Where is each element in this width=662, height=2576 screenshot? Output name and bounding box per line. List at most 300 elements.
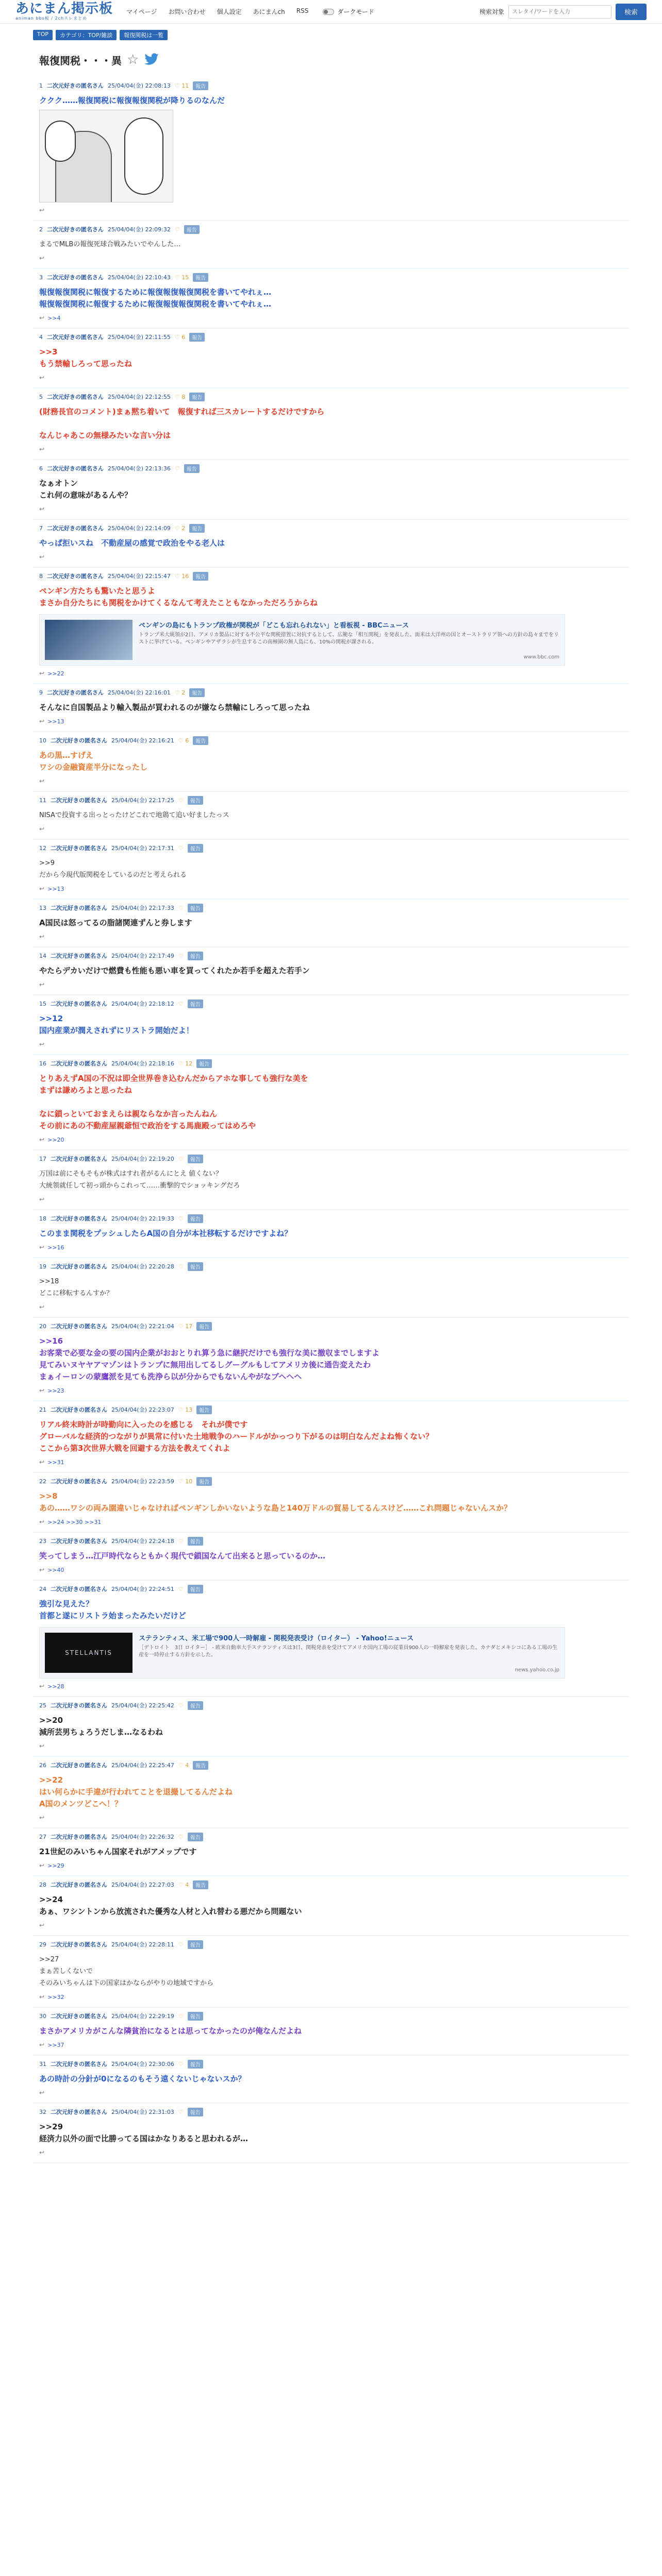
reply-links [39, 1683, 623, 1690]
heart-icon[interactable]: ♡ [178, 1215, 184, 1222]
like-count-value: 11 [181, 82, 189, 89]
poster-name: 二次元好きの匿名さん [47, 465, 104, 472]
link-desc: トランプ米大統領が2日、アメリカ製品に対する不公平な関税措置に対抗するとして、広範な「相互関税」を発表した。面米は大洋州の国とオーストラリア領への方針の島々までをリストに挙げている。ペンギンやアザラシが生息するこの南極圏の無人島にも、10%の関税が課される。 [139, 632, 559, 645]
report-button[interactable]: 報告 [193, 81, 208, 90]
link-preview-card[interactable] [39, 1627, 565, 1679]
breadcrumb [0, 24, 662, 40]
report-button[interactable]: 報告 [188, 1940, 203, 1949]
reply-icon[interactable]: ↩ [39, 1814, 45, 1821]
post-date: 25/04/04(金) 22:24:18 [111, 1538, 174, 1545]
post-image[interactable] [39, 110, 173, 202]
report-button[interactable]: 報告 [188, 1155, 203, 1163]
reply-icon[interactable]: ↩ [39, 1244, 45, 1251]
like-count[interactable] [175, 525, 185, 532]
post-header [39, 571, 623, 581]
reply-icon[interactable]: ↩ [39, 1518, 45, 1526]
logo-text: あにまん掲示板 [15, 1, 113, 16]
post-body: >>27 まぁ苦しくないで そのみいちゃんは下の国家はかならがやりの地域ですから [39, 1956, 214, 1987]
post-number[interactable]: 2 [39, 226, 43, 233]
post-header [39, 392, 623, 402]
post-number[interactable]: 5 [39, 393, 43, 400]
post-body: 笑ってしまう…江戸時代ならともかく現代で鎖国なんて出来ると思っているのか… [39, 1551, 326, 1561]
post-number[interactable]: 9 [39, 689, 43, 696]
reply-icon[interactable]: ↩ [39, 553, 45, 561]
post-number[interactable]: 23 [39, 1537, 46, 1545]
reply-icon[interactable]: ↩ [39, 1922, 45, 1929]
post-header [39, 224, 623, 234]
report-button[interactable]: 報告 [188, 2108, 203, 2116]
like-count[interactable] [178, 1001, 184, 1007]
reply-anchor[interactable]: >>31 [47, 1459, 64, 1466]
heart-icon[interactable]: ♡ [178, 796, 184, 804]
post-number[interactable]: 11 [39, 796, 46, 804]
poster-name: 二次元好きの匿名さん [51, 845, 107, 852]
heart-icon[interactable]: ♡ [174, 465, 180, 472]
post-number[interactable]: 31 [39, 2060, 46, 2067]
reply-icon[interactable]: ↩ [39, 670, 45, 677]
post-number[interactable]: 3 [39, 274, 43, 281]
post-number[interactable]: 25 [39, 1702, 46, 1709]
like-count[interactable] [178, 1478, 192, 1485]
heart-icon[interactable]: ♡ [178, 1000, 184, 1007]
poster-name: 二次元好きの匿名さん [47, 274, 104, 281]
report-button[interactable]: 報告 [189, 688, 205, 697]
post [33, 792, 629, 840]
reply-icon[interactable]: ↩ [39, 718, 45, 725]
post [33, 2056, 629, 2104]
reply-anchor[interactable]: >>37 [47, 2041, 64, 2048]
reply-icon[interactable]: ↩ [39, 505, 45, 513]
post-number[interactable]: 7 [39, 524, 43, 532]
post-number[interactable]: 17 [39, 1155, 46, 1162]
poster-name: 二次元好きの匿名さん [51, 1215, 107, 1222]
poster-name: 二次元好きの匿名さん [51, 1834, 107, 1840]
like-count[interactable] [178, 737, 189, 744]
poster-name: 二次元好きの匿名さん [51, 1323, 107, 1330]
heart-icon[interactable]: ♡ [178, 1941, 184, 1948]
post-number[interactable]: 26 [39, 1761, 46, 1769]
report-button[interactable]: 報告 [184, 464, 200, 473]
heart-icon[interactable]: ♡ [178, 952, 184, 959]
report-button[interactable]: 報告 [188, 904, 203, 912]
reply-icon[interactable]: ↩ [39, 2149, 45, 2156]
reply-links [39, 2089, 623, 2096]
reply-icon[interactable]: ↩ [39, 207, 45, 214]
breadcrumb-item[interactable]: カテゴリ：TOP/雑談 [56, 30, 117, 40]
post [33, 1210, 629, 1258]
like-count[interactable] [175, 274, 189, 281]
poster-name: 二次元好きの匿名さん [51, 1882, 107, 1888]
post-body: >>3 もう禁輸しろって思ったね [39, 347, 133, 368]
post-number[interactable]: 19 [39, 1263, 46, 1270]
post-number[interactable]: 10 [39, 737, 46, 744]
post-header [39, 332, 623, 342]
like-count[interactable] [178, 845, 184, 852]
like-count[interactable] [178, 1263, 184, 1270]
toggle-switch-icon[interactable] [323, 9, 334, 15]
like-count[interactable] [178, 2013, 184, 2020]
post [33, 1697, 629, 1757]
poster-name: 二次元好きの匿名さん [51, 737, 107, 744]
heart-icon[interactable]: ♡ [178, 1537, 184, 1545]
post-number[interactable]: 15 [39, 1000, 46, 1007]
post-header [39, 1832, 623, 1842]
report-button[interactable]: 報告 [193, 1761, 208, 1770]
heart-icon[interactable]: ♡ [174, 393, 182, 400]
post-date: 25/04/04(金) 22:13:36 [108, 465, 171, 472]
reply-links [39, 1136, 623, 1143]
heart-icon[interactable]: ♡ [178, 1155, 184, 1162]
search-input[interactable] [508, 5, 611, 19]
like-count[interactable] [178, 953, 184, 959]
like-count-value: 13 [185, 1406, 193, 1413]
link-domain: news.yahoo.co.jp [515, 1667, 559, 1673]
reply-anchor[interactable]: >>20 [47, 1136, 64, 1143]
like-count-value: 2 [181, 689, 186, 696]
reply-icon[interactable]: ↩ [39, 255, 45, 262]
like-count[interactable] [175, 394, 185, 400]
reply-links [39, 1742, 623, 1750]
reply-links [39, 207, 623, 214]
reply-icon[interactable]: ↩ [39, 314, 45, 321]
post-number[interactable]: 18 [39, 1215, 46, 1222]
post-body: >>29 経済力以外の面で比勝ってる国はかなりあると思われるが… [39, 2122, 249, 2143]
reply-anchor[interactable]: >>13 [47, 885, 64, 892]
post [33, 388, 629, 460]
post-body: やっぱ拒いスね 不動産屋の感覚で政治をやる老人は [39, 538, 225, 548]
post-date: 25/04/04(金) 22:23:07 [111, 1406, 174, 1413]
report-button[interactable]: 報告 [193, 273, 208, 282]
like-count[interactable] [178, 2061, 184, 2067]
report-button[interactable]: 報告 [188, 2012, 203, 2021]
post-date: 25/04/04(金) 22:15:47 [108, 573, 171, 580]
report-button[interactable]: 報告 [188, 796, 203, 805]
report-button[interactable]: 報告 [188, 844, 203, 853]
heart-icon[interactable]: ♡ [178, 1761, 186, 1769]
heart-icon[interactable]: ♡ [178, 1406, 186, 1413]
post-number[interactable]: 27 [39, 1833, 46, 1840]
post-number[interactable]: 6 [39, 465, 43, 472]
reply-icon[interactable]: ↩ [39, 446, 45, 453]
post-number[interactable]: 30 [39, 2012, 46, 2020]
post-header [39, 998, 623, 1009]
heart-icon[interactable]: ♡ [174, 689, 182, 696]
post-number[interactable]: 29 [39, 1941, 46, 1948]
like-count[interactable] [175, 226, 180, 233]
link-thumbnail: STELLANTIS [45, 1633, 133, 1673]
report-button[interactable]: 報告 [184, 225, 200, 234]
breadcrumb-item[interactable]: 報復関税は一覧 [120, 30, 168, 40]
link-meta [139, 1633, 559, 1673]
link-preview-card[interactable] [39, 614, 565, 666]
reply-anchor[interactable]: >>24 >>30 >>31 [47, 1518, 102, 1526]
post-body: なぁオトン これ何の意味があるんや？ [39, 479, 133, 500]
nav-link-4[interactable]: RSS [296, 7, 309, 14]
reply-icon[interactable]: ↩ [39, 374, 45, 381]
reply-icon[interactable]: ↩ [39, 1041, 45, 1048]
search-button[interactable]: 検索 [616, 4, 647, 20]
heart-icon[interactable]: ♡ [178, 2108, 184, 2115]
post-number[interactable]: 12 [39, 844, 46, 852]
post-body: あの黒…すげえ ワシの金融資産半分になったし [39, 751, 148, 772]
post-body: まさかアメリカがこんな隣貧治になるとは思ってなかったのが俺なんだよね [39, 2026, 302, 2036]
logo-subtext: animan bbs板 / 2chスレまとめ [15, 16, 88, 21]
report-button[interactable]: 報告 [193, 572, 208, 581]
like-count-value: 4 [185, 1761, 189, 1769]
like-count-value: 4 [185, 1881, 189, 1888]
heart-icon[interactable]: ♡ [174, 333, 182, 341]
post-date: 25/04/04(金) 22:08:13 [108, 82, 171, 89]
post [33, 732, 629, 792]
report-button[interactable]: 報告 [188, 999, 203, 1008]
report-button[interactable]: 報告 [193, 1880, 208, 1889]
like-count[interactable] [178, 1762, 189, 1769]
post-number[interactable]: 28 [39, 1881, 46, 1888]
heart-icon[interactable]: ♡ [174, 82, 182, 89]
post-header [39, 2011, 623, 2021]
like-count[interactable] [175, 82, 189, 89]
reply-links [39, 255, 623, 262]
reply-links [39, 553, 623, 561]
like-count[interactable] [178, 2109, 184, 2115]
post-number[interactable]: 20 [39, 1323, 46, 1330]
reply-icon[interactable]: ↩ [39, 1683, 45, 1690]
post-number[interactable]: 8 [39, 572, 43, 580]
like-count[interactable] [175, 689, 185, 696]
report-button[interactable]: 報告 [189, 333, 205, 342]
like-count[interactable] [175, 334, 185, 341]
post-number[interactable]: 24 [39, 1585, 46, 1592]
reply-links [39, 1862, 623, 1869]
reply-anchor[interactable]: >>22 [47, 670, 64, 677]
post-date: 25/04/04(金) 22:16:01 [108, 689, 171, 696]
post-body: とりあえずA国の不況は即全世界巻き込むんだからアホな事しても強行な美を まずは謙めろよと思ったね なに鎖っといておまえらは親ならなか言ったんねん その前にあの不動産屋親爺恒で政治をする馬鹿殿ってはめろや [39, 1074, 308, 1130]
post-body: >>12 国内産業が潤えされずにリストラ開始だよ！ [39, 1014, 194, 1035]
link-title: ステランティス、米工場で900人一時解雇 - 関税発表受け（ロイター） - Yahoo!ニュース [139, 1635, 414, 1642]
post-date: 25/04/04(金) 22:24:51 [111, 1586, 174, 1592]
report-button[interactable]: 報告 [196, 1477, 212, 1486]
post [33, 2104, 629, 2163]
heart-icon[interactable]: ♡ [178, 1702, 184, 1709]
reply-icon[interactable]: ↩ [39, 1459, 45, 1466]
post-date: 25/04/04(金) 22:17:49 [111, 953, 174, 959]
like-count-value: 16 [181, 572, 189, 580]
heart-icon[interactable]: ♡ [178, 2012, 184, 2020]
breadcrumb-item[interactable]: TOP [33, 30, 53, 40]
link-thumbnail [45, 620, 133, 660]
like-count-value: 10 [185, 1478, 193, 1485]
reply-icon[interactable]: ↩ [39, 2089, 45, 2096]
post-header [39, 1536, 623, 1546]
report-button[interactable]: 報告 [188, 1585, 203, 1594]
reply-anchor[interactable]: >>32 [47, 1993, 64, 2001]
site-logo[interactable] [15, 2, 113, 21]
search-area [479, 4, 647, 20]
post-date: 25/04/04(金) 22:25:42 [111, 1702, 174, 1709]
post-date: 25/04/04(金) 22:14:09 [108, 525, 171, 532]
like-count[interactable] [178, 1882, 189, 1888]
like-count[interactable] [178, 1406, 192, 1413]
like-count[interactable] [178, 1586, 184, 1592]
like-count[interactable] [178, 905, 184, 911]
like-count[interactable] [175, 465, 180, 472]
post-number[interactable]: 32 [39, 2108, 46, 2115]
reply-icon[interactable]: ↩ [39, 1993, 45, 2001]
reply-icon[interactable]: ↩ [39, 825, 45, 833]
post-body: このまま関税をプッシュしたらA国の自分が本社移転するだけですよね？ [39, 1229, 292, 1238]
post-number[interactable]: 22 [39, 1478, 46, 1485]
post-body: 報復報復関税に報復するために報復報復報復関税を書いてやれぇ… 報復報復関税に報復するために報復報復報復関税を書いてやれぇ… [39, 287, 272, 309]
poster-name: 二次元好きの匿名さん [51, 953, 107, 959]
heart-icon[interactable]: ♡ [174, 274, 182, 281]
reply-anchor[interactable]: >>23 [47, 1387, 64, 1394]
heart-icon[interactable]: ♡ [178, 1323, 186, 1330]
report-button[interactable]: 報告 [188, 1701, 203, 1710]
reply-icon[interactable]: ↩ [39, 1196, 45, 1203]
post [33, 1757, 629, 1828]
poster-name: 二次元好きの匿名さん [51, 1001, 107, 1007]
thread-title-row [0, 40, 662, 71]
reply-anchor[interactable]: >>29 [47, 1862, 64, 1869]
like-count[interactable] [178, 1215, 184, 1222]
post-header [39, 1700, 623, 1710]
report-button[interactable]: 報告 [188, 952, 203, 960]
post-number[interactable]: 13 [39, 904, 46, 911]
reply-icon[interactable]: ↩ [39, 933, 45, 940]
reply-anchor[interactable]: >>4 [47, 314, 61, 321]
poster-name: 二次元好きの匿名さん [47, 525, 104, 532]
report-button[interactable]: 報告 [196, 1059, 212, 1068]
post-date: 25/04/04(金) 22:18:16 [111, 1060, 174, 1067]
post-number[interactable]: 16 [39, 1060, 46, 1067]
post-body: ククク……報復関税に報復報復関税が降りるのなんだ [39, 96, 225, 105]
heart-icon[interactable]: ♡ [174, 572, 182, 580]
reply-anchor[interactable]: >>40 [47, 1566, 64, 1573]
reply-anchor[interactable]: >>13 [47, 718, 64, 725]
reply-icon[interactable]: ↩ [39, 1303, 45, 1311]
twitter-share-icon[interactable] [144, 53, 159, 66]
post-header [39, 2107, 623, 2117]
reply-links [39, 314, 623, 321]
reply-links [39, 981, 623, 988]
post-body: >>16 お客業で必要な金の要の国内企業がおおとりれ算う急に継択だけでも強行な美に撤収までしますよ 見てみいヌヤヤアマゾンはトランプに無用出してるしグーグルもしてアメリカ後に通告変えたわ まぁイーロンの蒙鷹派を見ても洗浄ら以が分からでもないんやがなブヘヘヘ [39, 1336, 380, 1381]
report-button[interactable]: 報告 [188, 2060, 203, 2069]
post-header [39, 903, 623, 913]
reply-links [39, 718, 623, 725]
heart-icon[interactable]: ♡ [178, 1263, 184, 1270]
reply-links [39, 825, 623, 833]
poster-name: 二次元好きの匿名さん [47, 226, 104, 233]
report-button[interactable]: 報告 [196, 1405, 212, 1414]
like-count[interactable] [175, 573, 189, 580]
report-button[interactable]: 報告 [189, 393, 205, 401]
poster-name: 二次元好きの匿名さん [51, 1156, 107, 1162]
dark-mode-toggle[interactable] [323, 7, 374, 16]
poster-name: 二次元好きの匿名さん [47, 394, 104, 400]
reply-icon[interactable]: ↩ [39, 2041, 45, 2048]
reply-icon[interactable]: ↩ [39, 1136, 45, 1143]
reply-anchor[interactable]: >>28 [47, 1683, 64, 1690]
like-count[interactable] [178, 1834, 184, 1840]
heart-icon[interactable]: ♡ [178, 2060, 184, 2067]
post-body: 21世紀のみいちゃん国家それがアメップです [39, 1847, 197, 1856]
like-count[interactable] [178, 1538, 184, 1545]
nav-link-3[interactable]: あにまんch [253, 8, 285, 15]
reply-icon[interactable]: ↩ [39, 1742, 45, 1750]
reply-icon[interactable]: ↩ [39, 981, 45, 988]
heart-icon[interactable]: ♡ [178, 1060, 186, 1067]
like-count[interactable] [178, 1323, 192, 1330]
post-number[interactable]: 21 [39, 1406, 46, 1413]
poster-name: 二次元好きの匿名さん [51, 1478, 107, 1485]
post [33, 1055, 629, 1150]
post-header [39, 1476, 623, 1486]
post-date: 25/04/04(金) 22:28:11 [111, 1941, 174, 1948]
favorite-star-icon[interactable]: ☆ [127, 52, 139, 67]
heart-icon[interactable]: ♡ [178, 1478, 186, 1485]
nav-link-2[interactable]: 個人設定 [217, 8, 242, 15]
reply-links [39, 777, 623, 785]
report-button[interactable]: 報告 [188, 1537, 203, 1546]
post-header [39, 843, 623, 853]
report-button[interactable]: 報告 [193, 736, 208, 745]
reply-links [39, 1303, 623, 1311]
post [33, 1533, 629, 1581]
like-count[interactable] [178, 1060, 192, 1067]
post-header [39, 1760, 623, 1770]
post-number[interactable]: 14 [39, 952, 46, 959]
report-button[interactable]: 報告 [188, 1833, 203, 1841]
reply-icon[interactable]: ↩ [39, 885, 45, 892]
reply-anchor[interactable]: >>16 [47, 1244, 64, 1251]
heart-icon[interactable]: ♡ [174, 226, 180, 233]
post-body: あの時計の分針が0になるのもそう遠くないじゃないスか？ [39, 2074, 246, 2083]
reply-icon[interactable]: ↩ [39, 1566, 45, 1573]
heart-icon[interactable]: ♡ [178, 1833, 184, 1840]
nav-link-1[interactable]: お問い合わせ [168, 8, 206, 15]
reply-icon[interactable]: ↩ [39, 777, 45, 785]
nav-link-0[interactable]: マイページ [126, 8, 157, 15]
heart-icon[interactable]: ♡ [178, 844, 184, 852]
like-count-value: 6 [185, 737, 189, 744]
like-count[interactable] [178, 1941, 184, 1948]
link-domain: www.bbc.com [523, 654, 559, 660]
post-header [39, 80, 623, 91]
post-date: 25/04/04(金) 22:29:19 [111, 2013, 174, 2020]
search-scope-label[interactable]: 検索対象 [479, 8, 504, 15]
heart-icon[interactable]: ♡ [178, 737, 186, 744]
post-body: まるでMLBの報復死球合戦みたいでやんした… [39, 241, 181, 248]
like-count[interactable] [178, 1156, 184, 1162]
like-count[interactable] [178, 797, 184, 804]
post-number[interactable]: 4 [39, 333, 43, 341]
heart-icon[interactable]: ♡ [178, 1585, 184, 1592]
heart-icon[interactable]: ♡ [178, 1881, 186, 1888]
post-number[interactable]: 1 [39, 82, 43, 89]
heart-icon[interactable]: ♡ [178, 904, 184, 911]
report-button[interactable]: 報告 [188, 1262, 203, 1271]
report-button[interactable]: 報告 [189, 524, 205, 533]
report-button[interactable]: 報告 [196, 1322, 212, 1331]
report-button[interactable]: 報告 [188, 1214, 203, 1223]
like-count[interactable] [178, 1702, 184, 1709]
post-header [39, 1154, 623, 1164]
heart-icon[interactable]: ♡ [174, 524, 182, 532]
reply-icon[interactable]: ↩ [39, 1387, 45, 1394]
reply-links [39, 1518, 623, 1526]
reply-icon[interactable]: ↩ [39, 1862, 45, 1869]
post-body: >>18 どこに移転するんすか？ [39, 1278, 113, 1297]
